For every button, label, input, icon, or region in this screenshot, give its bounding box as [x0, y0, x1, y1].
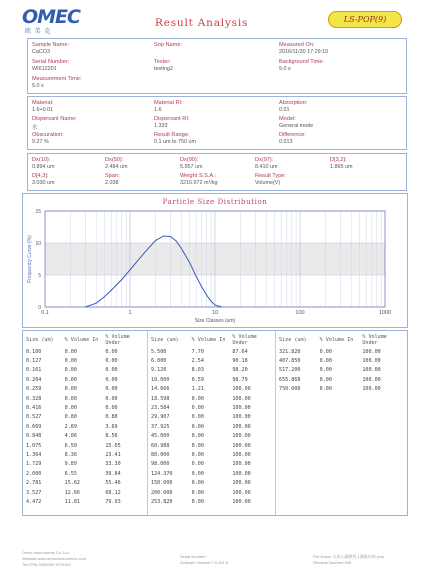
omec-logo [22, 6, 80, 28]
cell-size: 2.000 [26, 470, 42, 477]
chart-title: Particle Size Distribution [162, 198, 268, 206]
cell-volume-under: 100.00 [362, 358, 381, 365]
cell-volume-in: 0.00 [64, 376, 77, 383]
cell-size: 5.500 [151, 348, 167, 355]
model-badge: LS-POP(9) [328, 11, 402, 28]
table-row [26, 497, 146, 506]
cell-volume-under: 98.20 [232, 367, 248, 374]
table-row [26, 347, 146, 356]
cell-volume-in: 0.00 [191, 433, 204, 440]
data-point [85, 307, 86, 308]
measured-on-label: Measured On: [279, 42, 315, 48]
cell-size: 1.364 [26, 451, 42, 458]
cell-size: 0.204 [26, 376, 42, 383]
table-row [151, 403, 273, 412]
table-row [151, 497, 273, 506]
difference-label: Difference: [279, 132, 306, 138]
cell-volume-under: 0.00 [105, 376, 118, 383]
cell-volume-in: 7.70 [191, 348, 204, 355]
footer-software-version: Software Version:7.0.261.9 [180, 560, 229, 565]
cell-size: 14.666 [151, 386, 170, 393]
footer-file-name: File Name:水质元碳酸钙-1测量结果.pdw [313, 554, 385, 559]
dispersant-ri-label: Dispersant RI: [154, 116, 190, 122]
data-point [181, 248, 182, 249]
cell-volume-under: 100.00 [232, 498, 251, 505]
cell-volume-under: 100.00 [232, 451, 251, 458]
table-row [26, 422, 146, 431]
table-row [26, 394, 146, 403]
cell-volume-under: 90.18 [232, 358, 248, 365]
cell-volume-in: 0.00 [191, 414, 204, 421]
chart-box [22, 193, 408, 328]
d90-value: 5.957 um [180, 164, 203, 170]
data-point [147, 249, 148, 250]
dispersant-name-label: Dispersant Name: [32, 116, 77, 122]
x-tick-label: 1 [128, 310, 132, 316]
cell-volume-under: 3.69 [105, 423, 118, 430]
data-point [221, 307, 222, 308]
table-row [151, 460, 273, 469]
table-row [151, 469, 273, 478]
sop-name-label: Sop Name: [154, 42, 182, 48]
data-point [176, 241, 177, 242]
material-label: Material: [32, 100, 54, 106]
cell-volume-in: 6.55 [64, 470, 77, 477]
table-row [151, 450, 273, 459]
cell-size: 321.820 [279, 348, 301, 355]
x-axis-label: Size Classes (um) [194, 318, 236, 324]
table-row [26, 375, 146, 384]
cell-volume-in: 6.50 [64, 442, 77, 449]
cell-volume-in: 15.62 [64, 480, 80, 487]
table-column-2 [151, 333, 273, 507]
d50-value: 2.484 um [105, 164, 128, 170]
cell-volume-in: 0.00 [191, 461, 204, 468]
d32-value: 1.865 um [330, 164, 353, 170]
header-size: Size (um) [151, 337, 179, 343]
table-row [151, 413, 273, 422]
column-divider [275, 331, 276, 515]
table-row [26, 450, 146, 459]
table-row [279, 356, 403, 365]
size-table-2 [151, 333, 273, 507]
table-column-1 [26, 333, 146, 507]
cell-volume-under: 0.00 [105, 367, 118, 374]
material-value: 1.6+0.01 [32, 107, 54, 113]
d43-value: 3.030 um [32, 180, 55, 186]
table-row [279, 375, 403, 384]
cell-volume-under: 68.12 [105, 489, 121, 496]
measured-on-value: 2016/11/30 17:29:10 [279, 49, 329, 55]
cell-volume-under: 8.56 [105, 433, 118, 440]
cell-size: 1.729 [26, 461, 42, 468]
cell-volume-in: 0.00 [191, 498, 204, 505]
cell-volume-under: 100.00 [232, 386, 251, 393]
cell-volume-under: 55.46 [105, 480, 121, 487]
tester-value: testing2 [154, 66, 173, 72]
table-row [151, 432, 273, 441]
x-tick-label: 1000 [378, 310, 392, 316]
header-size: Size (um) [279, 337, 307, 343]
cell-volume-under: 100.00 [232, 480, 251, 487]
measurement-time-value: 5.0 s [32, 83, 44, 89]
table-row [26, 469, 146, 478]
data-point [201, 287, 202, 288]
cell-volume-under: 100.00 [362, 367, 381, 374]
cell-volume-in: 0.00 [191, 480, 204, 487]
cell-volume-in: 0.00 [64, 405, 77, 412]
cell-volume-under: 100.00 [362, 386, 381, 393]
table-header-row [26, 333, 146, 347]
sample-name-label: Sample Name: [32, 42, 69, 48]
obscuration-value: 9.27 % [32, 139, 49, 145]
size-table-3 [279, 333, 403, 394]
data-point [211, 301, 212, 302]
header-volume-in: % Volume In [191, 337, 226, 343]
data-point [104, 296, 105, 297]
cell-volume-in: 0.00 [191, 442, 204, 449]
d43-label: D[4,3]: [32, 173, 49, 179]
cell-volume-under: 0.00 [105, 405, 118, 412]
cell-volume-in: 0.59 [191, 376, 204, 383]
particle-size-chart [23, 194, 407, 327]
result-range-value: 0.1 um to 750 um [154, 139, 196, 145]
cell-volume-under: 0.00 [105, 358, 118, 365]
table-row [26, 413, 146, 422]
cell-volume-under: 0.00 [105, 386, 118, 393]
cell-volume-under: 23.41 [105, 451, 121, 458]
serial-number-label: Serial Number: [32, 59, 70, 65]
footer-phone: Tel:0756-3383999 3375163 [22, 562, 71, 567]
data-point [121, 279, 122, 280]
dispersant-ri-value: 1.333 [154, 123, 168, 129]
x-tick-label: 10 [211, 310, 219, 316]
table-header-row [279, 333, 403, 347]
sample-info-box [27, 38, 407, 94]
cell-volume-in: 0.00 [64, 348, 77, 355]
cell-size: 200.000 [151, 489, 173, 496]
ssa-value: 3216.972 m²/kg [180, 180, 218, 186]
header-volume-under: % Volume Under [362, 334, 387, 346]
cell-size: 6.000 [151, 358, 167, 365]
data-point [155, 240, 156, 241]
cell-volume-under: 100.00 [362, 348, 381, 355]
cell-size: 18.598 [151, 395, 170, 402]
background-time-label: Background Time: [279, 59, 325, 65]
cell-size: 0.100 [26, 348, 42, 355]
d97-label: Dx(97): [255, 157, 274, 163]
logo-chinese: 欧 美 克 [25, 29, 52, 35]
cell-size: 80.000 [151, 451, 170, 458]
d90-label: Dx(90): [180, 157, 199, 163]
table-row [26, 488, 146, 497]
size-table-box [22, 330, 408, 516]
data-point [139, 258, 140, 259]
cell-volume-under: 15.05 [105, 442, 121, 449]
y-tick-label: 5 [38, 273, 41, 279]
cell-volume-under: 100.00 [362, 376, 381, 383]
cell-volume-under: 39.84 [105, 470, 121, 477]
cell-volume-in: 9.89 [64, 461, 77, 468]
cell-volume-under: 0.00 [105, 395, 118, 402]
cell-size: 0.259 [26, 386, 42, 393]
cell-volume-under: 79.93 [105, 498, 121, 505]
cell-volume-under: 0.80 [105, 414, 118, 421]
results-summary-box [27, 153, 407, 191]
table-row [151, 488, 273, 497]
cell-volume-under: 100.00 [232, 489, 251, 496]
y-tick-label: 10 [35, 241, 41, 247]
cell-volume-in: 2.89 [64, 423, 77, 430]
cell-size: 37.925 [151, 423, 170, 430]
ssa-label: Weight S.S.A.: [180, 173, 217, 179]
result-type-label: Result Type: [255, 173, 286, 179]
cell-volume-in: 0.00 [64, 386, 77, 393]
table-row [151, 422, 273, 431]
cell-volume-under: 100.00 [232, 395, 251, 402]
table-row [26, 385, 146, 394]
cell-volume-in: 0.00 [64, 395, 77, 402]
cell-volume-under: 100.00 [232, 470, 251, 477]
logo-text: OMEC [22, 6, 80, 28]
cell-size: 98.000 [151, 461, 170, 468]
data-point [111, 290, 112, 291]
table-row [279, 385, 403, 394]
d10-value: 0.894 um [32, 164, 55, 170]
data-point [206, 295, 207, 296]
cell-volume-under: 0.00 [105, 348, 118, 355]
cell-size: 23.584 [151, 405, 170, 412]
table-row [151, 375, 273, 384]
table-row [151, 394, 273, 403]
table-row [26, 432, 146, 441]
data-point [196, 276, 197, 277]
cell-volume-in: 0.00 [319, 386, 332, 393]
cell-volume-in: 0.00 [191, 489, 204, 496]
table-row [151, 441, 273, 450]
cell-size: 407.850 [279, 358, 301, 365]
cell-volume-under: 100.00 [232, 405, 251, 412]
footer-records-number: Records Number:465 [313, 560, 352, 565]
y-tick-label: 15 [35, 209, 41, 215]
cell-volume-in: 0.80 [64, 414, 77, 421]
d32-label: D[3,2]: [330, 157, 347, 163]
cell-size: 2.781 [26, 480, 42, 487]
size-table-1 [26, 333, 146, 507]
cell-volume-under: 98.79 [232, 376, 248, 383]
material-ri-label: Material RI: [154, 100, 183, 106]
cell-size: 0.848 [26, 433, 42, 440]
table-row [26, 441, 146, 450]
cell-size: 253.820 [151, 498, 173, 505]
cell-size: 0.161 [26, 367, 42, 374]
footer-website: Website:www.omecinstruments.com [22, 556, 87, 561]
cell-volume-in: 0.00 [191, 470, 204, 477]
data-point [130, 270, 131, 271]
cell-size: 0.416 [26, 405, 42, 412]
data-point [215, 305, 216, 306]
table-row [151, 356, 273, 365]
cell-size: 60.988 [151, 442, 170, 449]
header-volume-under: % Volume Under [232, 334, 257, 346]
table-column-3 [279, 333, 403, 394]
cell-volume-in: 0.00 [191, 395, 204, 402]
table-row [151, 478, 273, 487]
x-tick-label: 100 [295, 310, 305, 316]
cell-volume-in: 0.00 [191, 423, 204, 430]
cell-size: 45.000 [151, 433, 170, 440]
cell-size: 10.000 [151, 376, 170, 383]
cell-size: 1.075 [26, 442, 42, 449]
cell-volume-in: 8.36 [64, 451, 77, 458]
column-divider [147, 331, 148, 515]
table-header-row [151, 333, 273, 347]
model-value: General mode [279, 123, 314, 129]
cell-volume-under: 100.00 [232, 461, 251, 468]
cell-volume-under: 33.30 [105, 461, 121, 468]
cell-size: 4.472 [26, 498, 42, 505]
header-volume-in: % Volume In [64, 337, 99, 343]
result-range-label: Result Range: [154, 132, 190, 138]
cell-size: 3.527 [26, 489, 42, 496]
cell-size: 0.669 [26, 423, 42, 430]
span-value: 2.038 [105, 180, 119, 186]
cell-volume-in: 0.00 [319, 358, 332, 365]
data-point [96, 303, 97, 304]
x-tick-label: 0.1 [41, 310, 49, 316]
material-info-box [27, 96, 407, 150]
d97-value: 8.410 um [255, 164, 278, 170]
cell-size: 150.000 [151, 480, 173, 487]
table-row [279, 366, 403, 375]
cell-volume-under: 100.00 [232, 442, 251, 449]
cell-volume-in: 8.03 [191, 367, 204, 374]
material-ri-value: 1.6 [154, 107, 162, 113]
cell-volume-in: 0.00 [64, 358, 77, 365]
cell-volume-under: 87.64 [232, 348, 248, 355]
cell-volume-in: 2.54 [191, 358, 204, 365]
header-volume-in: % Volume In [319, 337, 354, 343]
cell-volume-in: 0.00 [319, 376, 332, 383]
cell-volume-in: 0.00 [191, 405, 204, 412]
cell-size: 655.868 [279, 376, 301, 383]
page-title: Result Analysis [155, 17, 249, 29]
y-axis-label: Frequency Curve (%) [27, 235, 33, 283]
cell-size: 750.000 [279, 386, 301, 393]
d50-label: Dx(50): [105, 157, 124, 163]
table-row [26, 356, 146, 365]
table-row [151, 347, 273, 356]
footer-serial-number: Serial Number: [180, 554, 207, 559]
data-point [189, 262, 190, 263]
measurement-time-label: Measurement Time: [32, 76, 82, 82]
table-row [26, 366, 146, 375]
table-row [151, 385, 273, 394]
cell-volume-under: 100.00 [232, 423, 251, 430]
cell-size: 0.328 [26, 395, 42, 402]
cell-size: 0.127 [26, 358, 42, 365]
data-point [170, 236, 171, 237]
cell-volume-in: 12.66 [64, 489, 80, 496]
cell-size: 29.907 [151, 414, 170, 421]
background-time-value: 5.0 s [279, 66, 291, 72]
absorption-value: 0.01 [279, 107, 290, 113]
cell-size: 0.527 [26, 414, 42, 421]
data-point [163, 236, 164, 237]
cell-size: 9.120 [151, 367, 167, 374]
table-row [26, 460, 146, 469]
table-row [151, 366, 273, 375]
cell-volume-in: 1.21 [191, 386, 204, 393]
cell-volume-in: 0.00 [319, 367, 332, 374]
difference-value: 0.013 [279, 139, 293, 145]
serial-number-value: WI612201 [32, 66, 57, 72]
obscuration-label: Obscuration: [32, 132, 64, 138]
tester-label: Tester: [154, 59, 171, 65]
cell-volume-in: 0.00 [319, 348, 332, 355]
header-volume-under: % Volume Under [105, 334, 130, 346]
cell-volume-in: 11.81 [64, 498, 80, 505]
table-row [26, 478, 146, 487]
cell-size: 124.370 [151, 470, 173, 477]
sample-name-value: CaCO3 [32, 49, 50, 55]
cell-volume-under: 100.00 [232, 433, 251, 440]
d10-label: Dx(10): [32, 157, 51, 163]
cell-volume-under: 100.00 [232, 414, 251, 421]
table-row [279, 347, 403, 356]
y-tick-label: 0 [38, 305, 41, 311]
span-label: Span: [105, 173, 120, 179]
dispersant-name-value: 水 [32, 125, 38, 131]
footer-company: Omec Instruments Co.,Ltd. [22, 550, 70, 555]
cell-volume-in: 0.00 [64, 367, 77, 374]
model-label: Model: [279, 116, 296, 122]
cell-volume-in: 4.86 [64, 433, 77, 440]
header-size: Size (um) [26, 337, 54, 343]
absorption-label: Absorption: [279, 100, 308, 106]
result-type-value: Volume(V) [255, 180, 281, 186]
cell-size: 517.200 [279, 367, 301, 374]
table-row [26, 403, 146, 412]
cell-volume-in: 0.00 [191, 451, 204, 458]
